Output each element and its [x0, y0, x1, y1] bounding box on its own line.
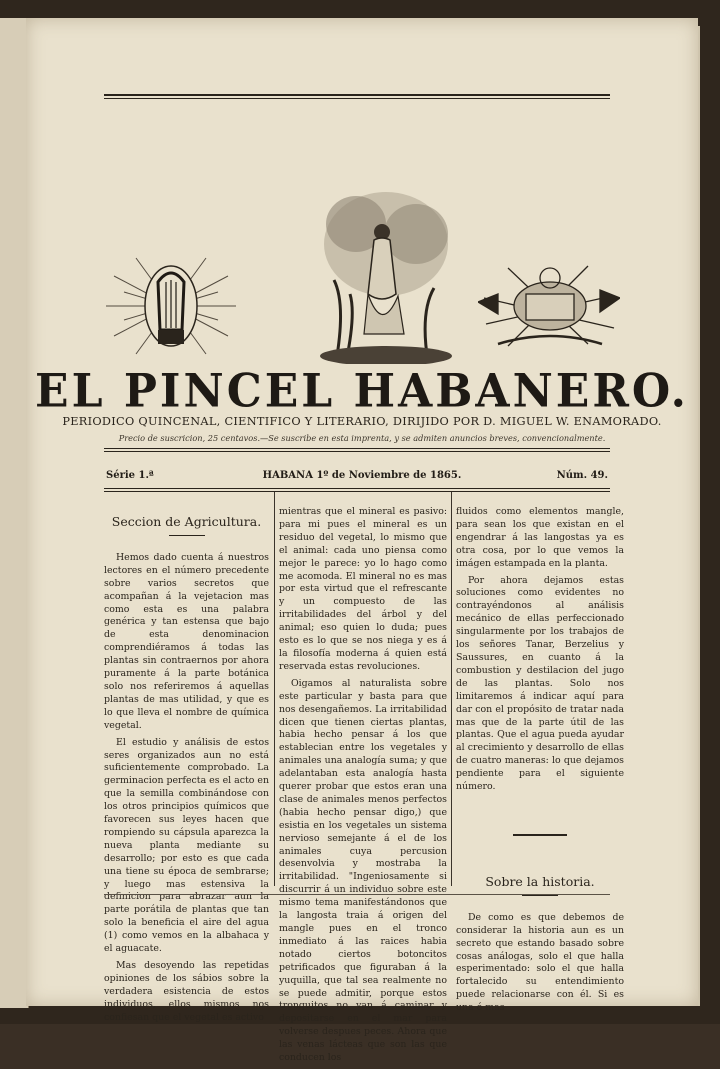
column-divider-2 [451, 492, 452, 886]
column-middle [279, 506, 447, 1069]
paragraph: El estudio y análisis de estos seres organizados aun no está suficientemente comprobado. La germinacion perfecta es el acto en que la semilla combinándose con los otros principios químicos que favorecen sus leyes hacen que rompiendo su cápsula aparezca la nueva planta mediante su desarrollo; por esto es que cada una tiene su época de sembrarse; y luego mas estensiva la definicion para abrazar aun la parte porátila de plantas que tan solo la beneficia el aire del agua (1) como vemos en la albahaca y el aguacate. [104, 736, 269, 955]
lyre-emblem-icon [106, 254, 236, 358]
paragraph: mientras que el mineral es pasivo: para mi pues el mineral es un residuo del vegetal, lo mismo que el animal: cada uno piensa como mejor le parece: yo lo hago como me acomoda. El mineral no es mas por esta virtud que el refrescante y un compuesto de las irritabilidades del árbol y del animal; eso quien lo duda; pues esto es lo que se nos niega y es á la filosofía moderna á quien está reservada estas revoluciones. [279, 506, 447, 672]
column-divider-1 [274, 492, 275, 886]
newspaper-title: EL PINCEL HABANERO. [35, 364, 689, 419]
column-agriculture [104, 506, 269, 1029]
date-line: HABANA 1º de Noviembre de 1865. [262, 470, 462, 481]
header-rule-top-inner [104, 451, 610, 452]
column-right [456, 506, 624, 1019]
paragraph: Por ahora dejamos estas soluciones como evidentes no contrayéndonos al análisis mecánico de ellas perfeccionado singularmente por los trabajos de los señores Tanar, Berzelius y Saussures, en cuanto á la combustion y destilacion del jugo de las plantas. Solo nos limitaremos á indicar aquí para dar con el propósito de tratar nada mas que de la parte útil de las plantas. Que el agua pueda ayudar al crecimiento y desarrollo de ellas de cuatro maneras: lo que dejamos pendiente para el siguiente número. [456, 574, 624, 793]
page-bottom-rule [104, 894, 610, 895]
newspaper-page [26, 18, 698, 1064]
paragraph: Mas desoyendo las repetidas opiniones de los sábios sobre la verdadera esistencia de estos individuos, ellos mismos nos confiesan que el vegetal es activo [104, 960, 269, 1023]
header-rule-top [104, 448, 610, 449]
serie-label: Série 1.ª [106, 470, 154, 481]
heading-divider [169, 535, 205, 536]
subscription-price-line: Precio de suscricion, 25 centavos.—Se suscribe en esta imprenta, y se admiten anuncios breves, convencionalmente. [118, 433, 606, 443]
issue-number: Núm. 49. [556, 470, 608, 481]
header-rule-bottom-inner [104, 491, 610, 492]
previous-page-edge [0, 18, 29, 1008]
paragraph: De como es que debemos de considerar la historia aun es un secreto que estando basado sobre cosas análogas, solo el que halla esperimentado: solo el que halla fortalecido su entendimiento puede relacionarse con él. Si es una ó mas [456, 911, 624, 1014]
agriculture-section-heading: Seccion de Agricultura. [111, 514, 262, 529]
history-section-heading: Sobre la historia. [485, 873, 595, 889]
newspaper-subtitle: PERIODICO QUINCENAL, CIENTIFICO Y LITERARIO, DIRIJIDO POR D. MIGUEL W. ENAMORADO. [62, 415, 662, 428]
paragraph: fluidos como elementos mangle, para sean los que existan en el engendrar á las langostas ya es otra cosa, por lo que vemos la imágen estampada en la planta. [456, 506, 624, 569]
allegorical-figure-icon [316, 184, 456, 364]
paragraph: Hemos dado cuenta á nuestros lectores en el número precedente sobre varios secretos que acompañan á la vejetacion mas como esta es una palabra genérica y tan estensa que bajo de esta denominacion comprendiéramos á todas las plantas sin contraernos por ahora puramente á la parte botánica solo nos referiremos á aquellas plantas de mas utilidad, y que es lo que lleva el nombre de química vegetal. [104, 551, 269, 731]
top-thin-rule [104, 98, 610, 99]
paragraph: Oigamos al naturalista sobre este particular y basta para que nos desengañemos. La irritabilidad dicen que tienen ciertas plantas, habia hecho pensar á los que establecian entre los vegetales y animales una analogía suma; y que adelantaban esta analogía hasta querer probar que estos eran una clase de animales menos perfectos (habia hecho pensar digo,) que esistia en los vegetales un sistema nervioso semejante á el de los animales cuya percusion desenvolvia y mostraba la irritabilidad. "Ingeniosamente si discurrir á un individuo sobre este mismo tema manifestándonos que la langosta traia á origen del mangle pues en el tronco inmediato á las raices habia notado ciertos botoncitos petrificados que figuraban á la yuquilla, que tal sea realmente no se puede admitir, porque estos tronquitos no van á caminar y depositarse en el mar para volverse despues peces. Ahora que las venas lácteas que son las que conducen los [279, 677, 447, 1064]
top-double-rule [104, 94, 610, 96]
section-ornament-rule [513, 834, 567, 836]
arts-trophy-icon [478, 258, 620, 354]
header-rule-bottom [104, 488, 610, 489]
